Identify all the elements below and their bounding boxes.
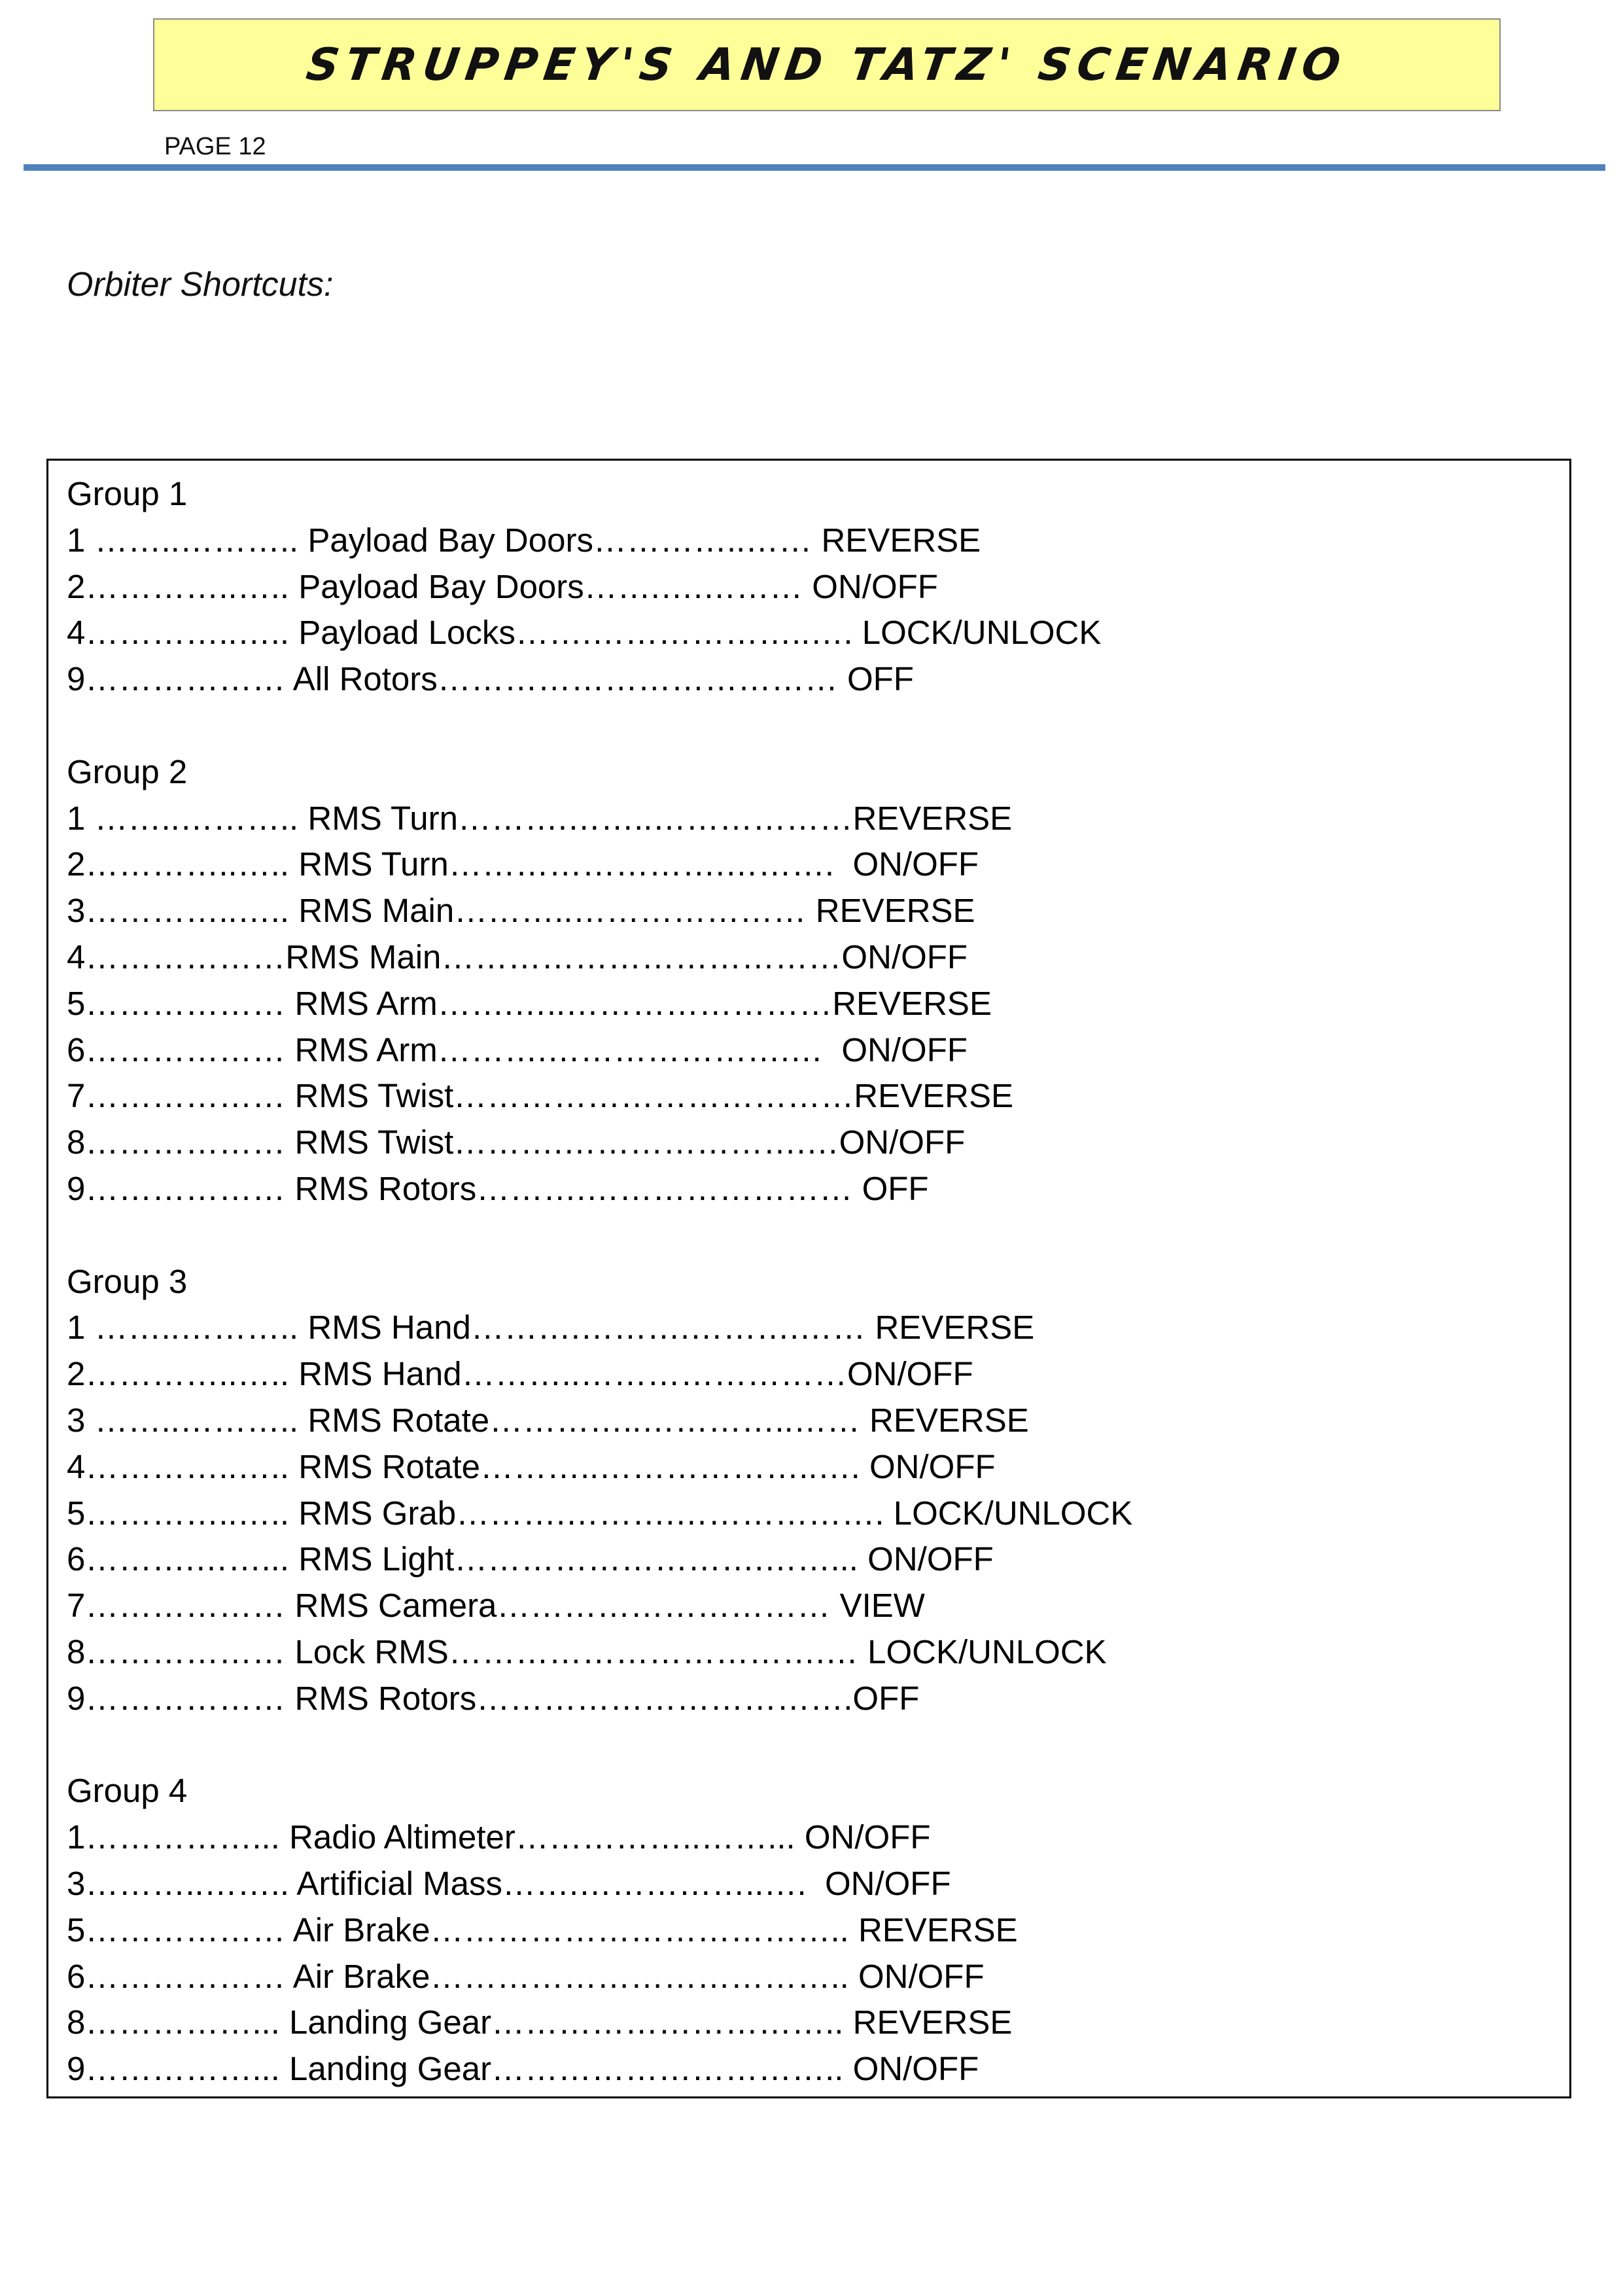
shortcut-line: 2…………..….. Payload Bay Doors…….….……… ON/OFF (67, 567, 938, 605)
header-divider (24, 164, 1605, 171)
shortcut-line: 8……………… Lock RMS…………………………….… LOCK/UNLOCK (67, 1633, 1107, 1670)
shortcut-line: 5…………..….. RMS Grab……….……….………………. LOCK/UNLOCK (67, 1494, 1133, 1532)
shortcut-line: 1 ……..……….. Payload Bay Doors…………..…… REVERSE (67, 521, 981, 559)
shortcut-line: 4………………RMS Main………………………………ON/OFF (67, 938, 968, 976)
group-title: Group 4 (67, 1772, 188, 1810)
shortcut-line: 3 ……..……….. RMS Rotate…………..…………..…… REVERSE (67, 1401, 1029, 1439)
group-title: Group 1 (67, 475, 188, 512)
shortcut-line: 7……………… RMS Twist………………………………REVERSE (67, 1077, 1014, 1115)
page-number: PAGE 12 (164, 133, 266, 160)
shortcuts-list (67, 471, 1132, 2093)
shortcut-line: 5……………… Air Brake……………………………….. REVERSE (67, 1911, 1018, 1949)
shortcut-line: 2…………..….. RMS Turn…………………….………. ON/OFF (67, 845, 979, 883)
shortcut-line: 8……………… RMS Twist……….………………….…ON/OFF (67, 1123, 966, 1161)
shortcut-line: 4…………..….. RMS Rotate………..………………..…. ON/OFF (67, 1447, 996, 1485)
shortcut-line: 6……………… RMS Arm……….………………….… ON/OFF (67, 1031, 968, 1069)
title-banner (153, 18, 1501, 111)
shortcut-line: 5……………… RMS Arm…….…..……………………REVERSE (67, 984, 992, 1022)
shortcut-line: 9……………... Landing Gear………………………….. ON/OFF (67, 2050, 979, 2088)
group-spacer (67, 1212, 1132, 1259)
shortcut-line: 9……………… RMS Rotors……….…………………… OFF (67, 1169, 929, 1207)
shortcut-line: 1……………... Radio Altimeter……………..……... ON/OFF (67, 1818, 931, 1856)
shortcut-line: 7……………… RMS Camera………………………… VIEW (67, 1587, 925, 1625)
shortcut-line: 9……………… All Rotors……………………………… OFF (67, 660, 914, 698)
group-spacer (67, 703, 1132, 749)
shortcut-line: 2…………..….. RMS Hand………..……………………ON/OFF (67, 1355, 973, 1393)
shortcut-line: 1 ……..……….. RMS Hand……….……….……….…… REVERSE (67, 1309, 1035, 1347)
shortcut-line: 6……………… Air Brake……………………………….. ON/OFF (67, 1957, 985, 1995)
document-title: STRUPPEY'S AND TATZ' SCENARIO (303, 39, 1351, 91)
shortcut-line: 3………..…….. Artificial Mass…….……………..…. ON/OFF (67, 1864, 951, 1902)
shortcut-line: 1 ……..……….. RMS Turn……….……..………………REVERSE (67, 799, 1013, 837)
shortcut-line: 4…………..….. Payload Locks…….………………..…. LOCK/UNLOCK (67, 614, 1102, 652)
group-title: Group 2 (67, 752, 188, 790)
group-title: Group 3 (67, 1262, 188, 1300)
shortcut-line: 3…………..….. RMS Main………..………………… REVERSE (67, 892, 975, 930)
shortcut-line: 9……………… RMS Rotors…………………………….OFF (67, 1679, 920, 1717)
group-spacer (67, 1722, 1132, 1769)
section-heading: Orbiter Shortcuts: (67, 266, 334, 304)
shortcut-line: 8……………... Landing Gear………………………….. REVERSE (67, 2004, 1013, 2041)
shortcut-line: 6……….……... RMS Light……………………….……... ON/OFF (67, 1540, 994, 1578)
